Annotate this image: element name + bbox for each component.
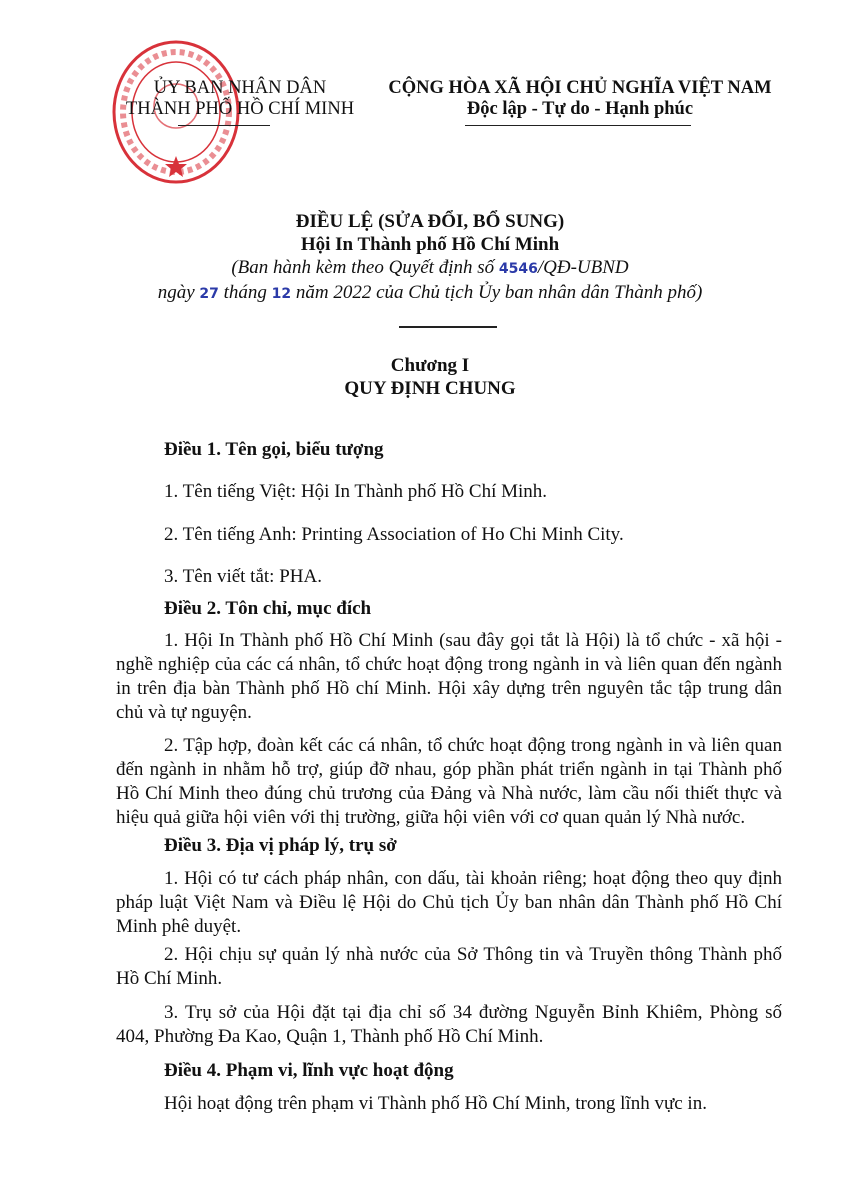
article-1-item: 1. Tên tiếng Việt: Hội In Thành phố Hồ Chí Minh. — [164, 481, 548, 502]
article-2-heading: Điều 2. Tôn chỉ, mục đích — [164, 598, 372, 619]
article-1-item: 3. Tên viết tắt: PHA. — [164, 566, 322, 587]
article-3-paragraph: 3. Trụ sở của Hội đặt tại địa chỉ số 34 đường Nguyễn Bỉnh Khiêm, Phòng số 404, Phường Đa Kao, Quận 1, Thành phố Hồ Chí Minh. — [116, 1002, 782, 1047]
title-line-1: ĐIỀU LỆ (SỬA ĐỔI, BỔ SUNG) — [295, 211, 565, 232]
issuing-agency — [112, 78, 368, 120]
article-1-item: 2. Tên tiếng Anh: Printing Association of Ho Chi Minh City. — [164, 524, 624, 545]
article-2-paragraph: 2. Tập hợp, đoàn kết các cá nhân, tổ chức hoạt động trong ngành in và liên quan đến ngành in nhằm hỗ trợ, giúp đỡ nhau, góp phần phát triển ngành in tại Thành phố Hồ Chí Minh theo đúng chủ trương của Đảng và Nhà nước, làm cầu nối thiết thực và hiệu quả giữa hội viên với thị trường, giữa hội viên với cơ quan quản lý Nhà nước. — [116, 735, 782, 828]
article-3-heading: Điều 3. Địa vị pháp lý, trụ sở — [164, 835, 397, 856]
chapter-heading — [80, 354, 780, 400]
article-2-paragraph: 1. Hội In Thành phố Hồ Chí Minh (sau đây gọi tắt là Hội) là tổ chức - xã hội - nghề nghiệp của các cá nhân, tổ chức hoạt động trong ngành in và liên quan đến ngành in trên địa bàn Thành phố Hồ chí Minh. Hội xây dựng trên nguyên tắc tập trung dân chủ và tự nguyện. — [116, 630, 782, 723]
document-body — [116, 438, 782, 1116]
text: năm 2022 của Chủ tịch Ủy ban nhân dân Thành phố) — [291, 282, 703, 303]
title-divider — [399, 326, 497, 328]
article-3-paragraph: 1. Hội có tư cách pháp nhân, con dấu, tài khoản riêng; hoạt động theo quy định pháp luật Việt Nam và Điều lệ Hội do Chủ tịch Ủy ban nhân dân Thành phố Hồ Chí Minh phê duyệt. — [116, 868, 782, 937]
article-1-heading: Điều 1. Tên gọi, biểu tượng — [164, 439, 384, 460]
decision-reference — [80, 256, 780, 281]
article-3-paragraph: 2. Hội chịu sự quản lý nhà nước của Sở Thông tin và Truyền thông Thành phố Hồ Chí Minh. — [116, 944, 782, 989]
motto: Độc lập - Tự do - Hạnh phúc — [466, 99, 694, 119]
nation-name: CỘNG HÒA XÃ HỘI CHỦ NGHĨA VIỆT NAM — [388, 78, 772, 98]
chapter-number: Chương I — [390, 355, 470, 376]
text: ngày — [157, 282, 200, 303]
agency-line-2: THÀNH PHỐ HỒ CHÍ MINH — [125, 99, 355, 119]
text: tháng — [218, 282, 272, 303]
decision-number: 4546 — [498, 261, 538, 277]
agency-underline — [178, 125, 270, 126]
chapter-name: QUY ĐỊNH CHUNG — [344, 378, 516, 399]
decision-date — [80, 281, 780, 306]
motto-underline — [465, 125, 691, 126]
national-motto — [374, 78, 786, 120]
title-line-2: Hội In Thành phố Hồ Chí Minh — [300, 234, 560, 255]
article-4-heading: Điều 4. Phạm vi, lĩnh vực hoạt động — [164, 1060, 454, 1081]
document-title — [80, 210, 780, 306]
text: (Ban hành kèm theo Quyết định số — [231, 257, 499, 278]
agency-line-1: ỦY BAN NHÂN DÂN — [153, 78, 327, 98]
month: 12 — [271, 286, 292, 302]
article-4-paragraph: Hội hoạt động trên phạm vi Thành phố Hồ Chí Minh, trong lĩnh vực in. — [164, 1093, 707, 1114]
day: 27 — [199, 286, 219, 302]
text: /QĐ-UBND — [537, 257, 629, 278]
